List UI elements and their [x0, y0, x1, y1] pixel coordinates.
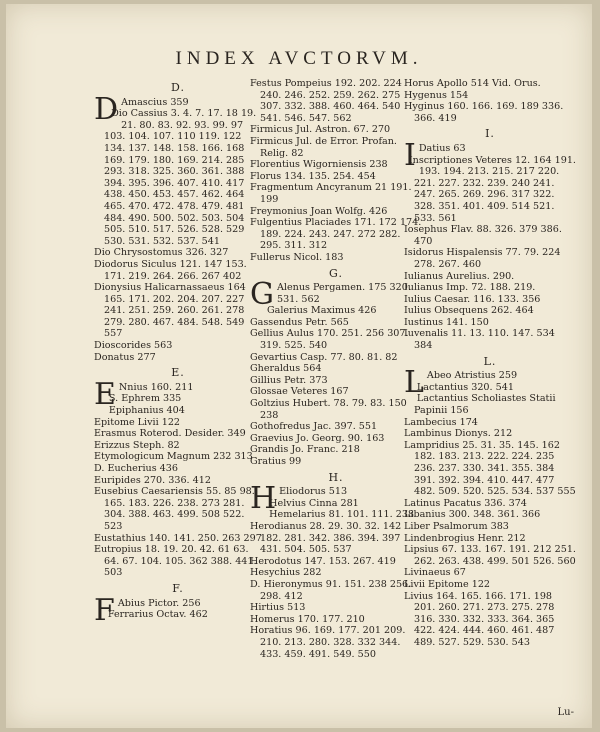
entry-text: Homerus 170. 177. 210: [250, 613, 365, 625]
entry-text: Firmicus Jul. Astron. 67. 270: [250, 124, 391, 136]
entry-text: Iuvenalis 11. 13. 110. 147. 534 384: [404, 328, 555, 352]
section-heading: D.: [171, 81, 185, 94]
drop-capital: L: [404, 365, 424, 401]
entry-text: Gevartius Casp. 77. 80. 81. 82: [250, 351, 398, 363]
index-entry: [404, 282, 576, 294]
index-entry: [250, 217, 422, 252]
index-entry: [250, 521, 422, 556]
index-entry: [94, 463, 262, 475]
entry-text: Hesychius 282: [250, 567, 322, 579]
index-entry: [404, 440, 576, 498]
entry-text: Lampridius 25. 31. 35. 145. 162 182. 183. 213. 222. 224. 235 236. 237. 330. 341. 355. 384 391. 392. 394. 410. 447. 477 482. 509. 520. 525. 534. 537 555: [404, 439, 576, 498]
index-entry: [94, 475, 262, 487]
entry-text: Herodianus 28. 29. 30. 32. 142 182. 281. 342. 386. 394. 397 431. 504. 505. 537: [250, 520, 402, 556]
index-entry: [94, 91, 262, 127]
entry-text: Liber Psalmorum 383: [404, 520, 509, 532]
index-entry: [94, 340, 262, 352]
entry-text: Florus 134. 135. 254. 454: [250, 170, 376, 182]
index-entry: [94, 259, 262, 282]
index-entry: [250, 78, 422, 124]
index-entry: [250, 136, 422, 159]
index-entry: [404, 294, 576, 306]
entry-text: Fullerus Nicol. 183: [250, 251, 344, 263]
entry-text: Horus Apollo 514 Vid. Orus.: [404, 78, 541, 89]
drop-capital: E: [94, 376, 116, 412]
entry-text: D. Hieronymus 91. 151. 238 256. 298. 412: [250, 578, 412, 602]
index-entry: [250, 182, 422, 205]
index-entry: [404, 591, 576, 649]
index-column-1: [94, 78, 262, 628]
entry-text: Iulius Caesar. 116. 133. 356: [404, 293, 541, 305]
entry-text: Lindenbrogius Henr. 212: [404, 532, 526, 544]
index-entry: [250, 171, 422, 183]
index-entry: [404, 417, 576, 429]
section-heading: L.: [483, 354, 497, 368]
entry-text: Isidorus Hispalensis 77. 79. 224 278. 267. 460: [404, 247, 561, 270]
index-entry: [404, 305, 576, 317]
index-column-3: [404, 78, 576, 649]
entry-text: Erasmus Roterod. Desider. 349: [94, 428, 246, 440]
index-entry: [250, 363, 422, 375]
index-entry: [404, 544, 576, 567]
entry-text: Abius Pictor. 256: [117, 597, 201, 609]
index-entry: [250, 625, 422, 660]
entry-text: D. Eucherius 436: [94, 463, 178, 474]
index-entry: [94, 544, 262, 579]
index-entry: [250, 206, 422, 218]
index-entry: [94, 405, 262, 417]
index-entry: [404, 328, 576, 351]
section-heading: E.: [171, 366, 185, 380]
index-entry: [404, 224, 576, 247]
index-entry: [250, 352, 422, 364]
drop-capital: F: [94, 592, 115, 628]
index-entry: [404, 317, 576, 329]
entry-text: Inscriptiones Veteres 12. 164 191. 193. 194. 213. 215. 217 220. 221. 227. 232. 239. 240 241. 247. 265. 269. 296. 317 322. 328. 351. 401. 409. 514 521. 533. 561: [408, 154, 576, 224]
entry-text: Lambinus Dionys. 212: [404, 428, 513, 440]
page-title: INDEX AVCTORVM.: [175, 48, 423, 69]
entry-text: Herodotus 147. 153. 267. 419: [250, 555, 396, 567]
entry-text: Livii Epitome 122: [404, 578, 491, 590]
entry-text: Fulgentius Placiades 171. 172 174. 189. 224. 243. 247. 272 282. 295. 311. 312: [250, 217, 422, 252]
drop-capital: G: [250, 277, 274, 313]
index-entry: [250, 433, 422, 445]
index-entry: [94, 352, 262, 364]
entry-text: Epiphanius 404: [108, 405, 185, 417]
entry-text: Iulianus Imp. 72. 188. 219.: [404, 282, 536, 294]
entry-text: Gratius 99: [250, 456, 302, 467]
index-entry: [404, 393, 576, 416]
entry-text: Iosephus Flav. 88. 326. 379 386. 470: [404, 224, 562, 247]
entry-text: Diodorus Siculus 121. 147 153. 171. 219. 264. 266. 267 402: [94, 258, 247, 282]
entry-text: Libanius 300. 348. 361. 366: [404, 509, 541, 521]
entry-text: Galerius Maximus 426: [266, 305, 377, 317]
entry-text: Hygenus 154: [404, 89, 469, 101]
entry-text: Iustinus 141. 150: [404, 316, 489, 328]
index-entry: [94, 247, 262, 259]
index-entry: [250, 498, 422, 510]
index-entry: [404, 155, 576, 225]
index-entry: [404, 90, 576, 102]
index-entry: [404, 567, 576, 579]
index-entry: [250, 386, 422, 398]
index-entry: [94, 282, 262, 340]
index-entry: [94, 417, 262, 429]
index-entry: [250, 556, 422, 568]
index-entry: [94, 451, 262, 463]
entry-text: Amascius 359: [121, 96, 189, 108]
index-entry: [250, 602, 422, 614]
index-entry: [404, 382, 576, 394]
index-entry: [94, 486, 262, 532]
entry-text: Gassendus Petr. 565: [250, 316, 349, 328]
entry-text: Helvius Cinna 281: [269, 497, 359, 509]
entry-text: Livius 164. 165. 166. 171. 198 201. 260. 271. 273. 275. 278 316. 330. 332. 333. 364. 365 422. 424. 444. 460. 461. 487 489. 527. 529. 530. 543: [404, 590, 555, 648]
index-entry: [404, 247, 576, 270]
index-entry: [94, 533, 262, 545]
index-entry: [404, 498, 576, 510]
entry-text: Livinaeus 67: [404, 567, 466, 579]
index-entry: [250, 579, 422, 602]
entry-text: Lambecius 174: [404, 416, 478, 428]
index-entry: [404, 509, 576, 521]
entry-text: Alenus Pergamen. 175 320. 531. 562: [276, 282, 411, 305]
entry-text: Freymonius Joan Wolfg. 426: [250, 205, 388, 217]
entry-text: Lactantius 320. 541: [416, 381, 514, 393]
entry-text: Lipsius 67. 133. 167. 191. 212 251. 262. 263. 438. 499. 501 526. 560: [404, 544, 576, 567]
entry-text: Dio Cassius 3. 4. 7. 17. 18 19. 21. 80. 83. 92. 93. 99. 97 103. 104. 107. 110 119. 122 134. 137. 148. 158. 166. 168 169. 179. 180. 169. 214. 285 293. 318. 325. 360. 361. 388 394. 395. 396. 407. 410. 417 438. 450. 453. 457. 462. 464 465. 470. 472. 478. 479. 481 484. 490. 500. 502. 503. 504 505. 510. 517. 526. 528. 529 530. 531. 532. 537. 541: [104, 108, 257, 247]
index-entry: [250, 456, 422, 468]
entry-text: Gothofredus Jac. 397. 551: [250, 421, 378, 433]
drop-capital: D: [94, 91, 119, 127]
entry-text: Grandis Jo. Franc. 218: [250, 444, 360, 456]
index-entry: [94, 609, 262, 621]
index-entry: [94, 440, 262, 452]
entry-text: Glossae Veteres 167: [250, 386, 349, 398]
index-entry: [250, 614, 422, 626]
entry-text: Festus Pompeius 192. 202. 224 240. 246. 252. 259. 262. 275 307. 332. 388. 460. 464. 540 541. 546. 547. 562: [250, 78, 402, 124]
drop-capital: H: [250, 481, 277, 517]
entry-text: Gellius Aulus 170. 251. 256 307. 319. 525. 540: [250, 328, 409, 352]
index-entry: [250, 328, 422, 351]
entry-text: Eusebius Caesariensis 55. 85 98. 165. 183. 226. 238. 273 281. 304. 388. 463. 499. 508 522. 523: [94, 486, 255, 532]
entry-text: S. Ephrem 335: [108, 393, 182, 405]
index-entry: [404, 137, 576, 173]
entry-text: Dionysius Halicarnassaeus 164 165. 171. 202. 204. 207. 227 241. 251. 259. 260. 261. 278 279. 280. 467. 484. 548. 549 557: [94, 282, 246, 340]
index-entry: [404, 101, 576, 124]
entry-text: Fragmentum Ancyranum 21 191. 199: [250, 182, 412, 205]
entry-text: Firmicus Jul. de Error. Profan. Relig. 82: [250, 135, 397, 159]
catchword: Lu-: [557, 707, 574, 718]
entry-text: Horatius 96. 169. 177. 201 209. 210. 213. 280. 328. 332 344. 433. 459. 491. 549. 550: [250, 625, 406, 660]
entry-text: Hyginus 160. 166. 169. 189 336. 366. 419: [404, 101, 564, 124]
entry-text: Latinus Pacatus 336. 374: [404, 497, 527, 509]
index-entry: [404, 521, 576, 533]
entry-text: Erizzus Steph. 82: [94, 439, 180, 451]
entry-text: Hirtius 513: [250, 602, 306, 614]
entry-text: Etymologicum Magnum 232 313: [94, 451, 253, 463]
entry-text: Ferrarius Octav. 462: [107, 609, 208, 621]
entry-text: Dioscorides 563: [94, 340, 173, 352]
book-page: [6, 4, 592, 728]
index-entry: [250, 421, 422, 433]
entry-text: Abeo Atristius 259: [426, 370, 518, 382]
index-entry: [404, 579, 576, 591]
index-entry: [250, 159, 422, 171]
entry-text: Nnius 160. 211: [118, 381, 194, 393]
section-heading: I.: [485, 127, 495, 141]
entry-text: Eutropius 18. 19. 20. 42. 61 63. 64. 67. 104. 105. 362 388. 441. 503: [94, 544, 257, 579]
entry-text: Iulius Obsequens 262. 464: [404, 305, 534, 317]
index-entry: [250, 509, 422, 521]
entry-text: Datius 63: [418, 142, 466, 154]
index-entry: [250, 124, 422, 136]
entry-text: Epitome Livii 122: [94, 416, 181, 428]
index-entry: [404, 533, 576, 545]
index-entry: [94, 428, 262, 440]
drop-capital: I: [404, 137, 416, 173]
entry-text: Gillius Petr. 373: [250, 374, 328, 386]
index-entry: [250, 305, 422, 317]
entry-text: Eliodorus 513: [279, 486, 348, 498]
entry-text: Donatus 277: [94, 351, 156, 363]
index-entry: [250, 252, 422, 264]
index-entry: [404, 271, 576, 283]
index-entry: [250, 567, 422, 579]
index-entry: [94, 393, 262, 405]
index-entry: [250, 398, 422, 421]
section-heading: G.: [329, 266, 343, 280]
index-entry: [404, 78, 576, 90]
index-entry: [250, 444, 422, 456]
entry-text: Euripides 270. 336. 412: [94, 474, 211, 486]
section-heading: H.: [328, 470, 344, 484]
index-entry: [404, 428, 576, 440]
index-entry: [94, 108, 262, 247]
entry-text: Graevius Jo. Georg. 90. 163: [250, 432, 385, 444]
index-column-2: [250, 78, 422, 660]
entry-text: Dio Chrysostomus 326. 327: [94, 247, 229, 259]
entry-text: Lactantius Scholiastes Statii Papinii 156: [414, 393, 556, 417]
section-heading: F.: [172, 581, 184, 595]
entry-text: Florentius Wigorniensis 238: [250, 159, 388, 171]
entry-text: Goltzius Hubert. 78. 79. 83. 150 238: [250, 398, 407, 421]
index-entry: [250, 375, 422, 387]
index-entry: [250, 317, 422, 329]
entry-text: Hemelarius 81. 101. 111. 238: [269, 509, 415, 521]
entry-text: Eustathius 140. 141. 250. 263 297: [94, 532, 262, 544]
entry-text: Iulianus Aurelius. 290.: [404, 270, 515, 282]
entry-text: Gheraldus 564: [250, 363, 322, 375]
